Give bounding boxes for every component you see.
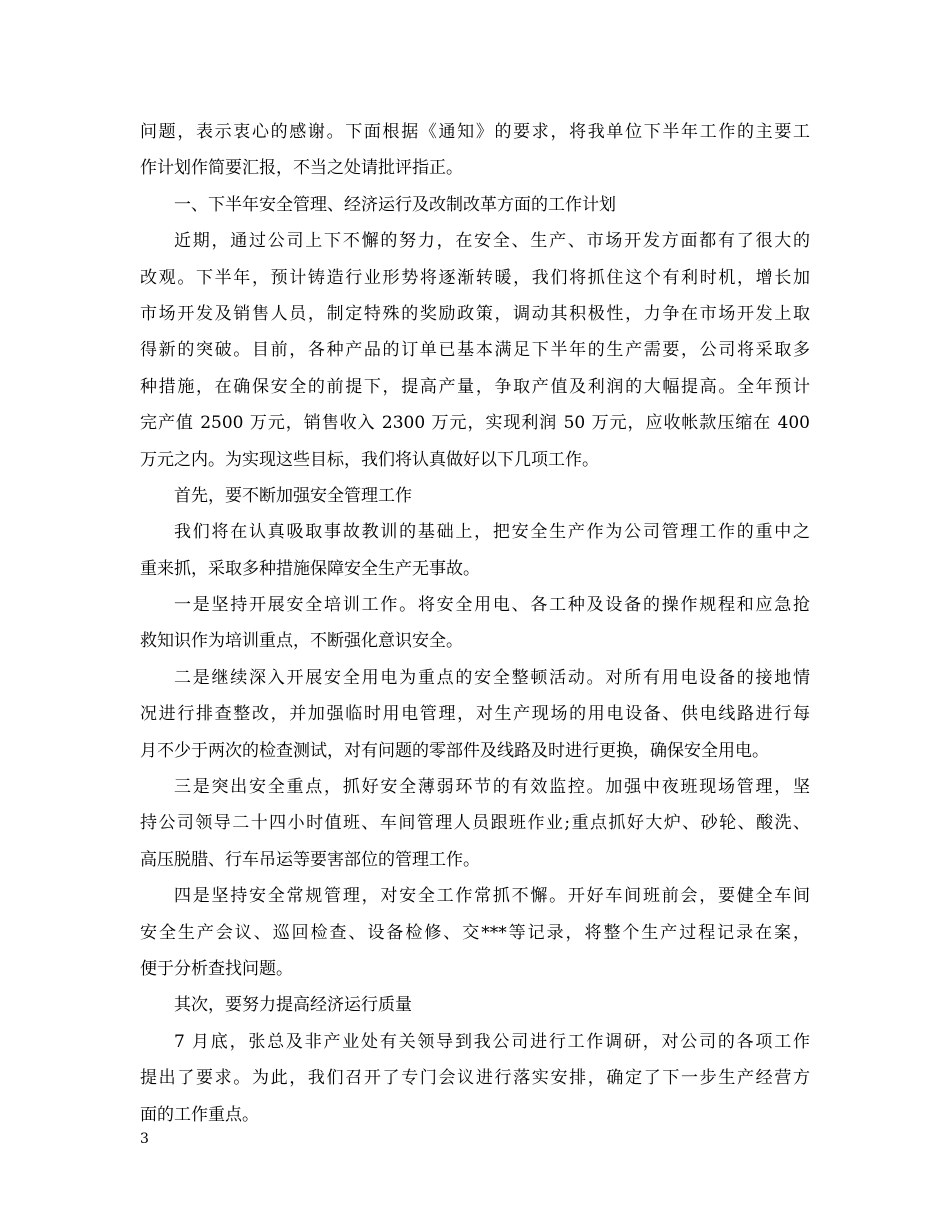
paragraph-line: 我们将在认真吸取事故教训的基础上，把安全生产作为公司管理工作的重中之 xyxy=(174,522,810,543)
paragraph-line: 7 月底，张总及非产业处有关领导到我公司进行工作调研，对公司的各项工作 xyxy=(174,1031,810,1052)
paragraph-line: 市场开发及销售人员，制定特殊的奖励政策，调动其积极性，力争在市场开发上取 xyxy=(140,303,810,324)
paragraph-line: 持公司领导二十四小时值班、车间管理人员跟班作业;重点抓好大炉、砂轮、酸洗、 xyxy=(140,813,810,834)
paragraph-line: 一是坚持开展安全培训工作。将安全用电、各工种及设备的操作规程和应急抢 xyxy=(174,595,810,616)
paragraph-line: 改观。下半年，预计铸造行业形势将逐渐转暖，我们将抓住这个有利时机，增长加 xyxy=(140,267,810,288)
paragraph-line: 三是突出安全重点，抓好安全薄弱环节的有效监控。加强中夜班现场管理，坚 xyxy=(174,777,810,798)
paragraph-line: 万元之内。为实现这些目标，我们将认真做好以下几项工作。 xyxy=(140,449,599,470)
paragraph-line: 作计划作简要汇报，不当之处请批评指正。 xyxy=(140,158,463,179)
paragraph-line: 月不少于两次的检查测试，对有问题的零部件及线路及时进行更换，确保安全用电。 xyxy=(140,740,769,761)
paragraph-line: 得新的突破。目前，各种产品的订单已基本满足下半年的生产需要，公司将采取多 xyxy=(140,340,810,361)
paragraph-line: 问题，表示衷心的感谢。下面根据《通知》的要求，将我单位下半年工作的主要工 xyxy=(140,122,810,142)
paragraph-line: 首先，要不断加强安全管理工作 xyxy=(174,485,412,506)
paragraph-line: 面的工作重点。 xyxy=(140,1104,259,1125)
paragraph-line: 重来抓，采取多种措施保障安全生产无事故。 xyxy=(140,558,480,579)
paragraph-line: 提出了要求。为此，我们召开了专门会议进行落实安排，确定了下一步生产经营方 xyxy=(140,1068,810,1089)
paragraph-line: 况进行排查整改，并加强临时用电管理，对生产现场的用电设备、供电线路进行每 xyxy=(140,704,810,725)
paragraph-line: 完产值 2500 万元，销售收入 2300 万元，实现利润 50 万元，应收帐款压缩在 400 xyxy=(140,413,810,434)
paragraph-line: 便于分析查找问题。 xyxy=(140,958,293,979)
paragraph-line: 安全生产会议、巡回检查、设备检修、交***等记录，将整个生产过程记录在案， xyxy=(140,922,810,943)
paragraph-line: 四是坚持安全常规管理，对安全工作常抓不懈。开好车间班前会，要健全车间 xyxy=(174,886,810,907)
paragraph-line: 高压脱腊、行车吊运等要害部位的管理工作。 xyxy=(140,849,480,870)
paragraph-line: 一、下半年安全管理、经济运行及改制改革方面的工作计划 xyxy=(174,194,616,215)
page-number: 3 xyxy=(140,1131,149,1147)
paragraph-line: 救知识作为培训重点，不断强化意识安全。 xyxy=(140,631,463,652)
paragraph-line: 其次，要努力提高经济运行质量 xyxy=(174,995,412,1016)
paragraph-line: 种措施，在确保安全的前提下，提高产量，争取产值及利润的大幅提高。全年预计 xyxy=(140,376,810,397)
paragraph-line: 二是继续深入开展安全用电为重点的安全整顿活动。对所有用电设备的接地情 xyxy=(174,667,810,688)
document-body xyxy=(140,114,810,1133)
paragraph-line: 近期，通过公司上下不懈的努力，在安全、生产、市场开发方面都有了很大的 xyxy=(174,231,810,252)
